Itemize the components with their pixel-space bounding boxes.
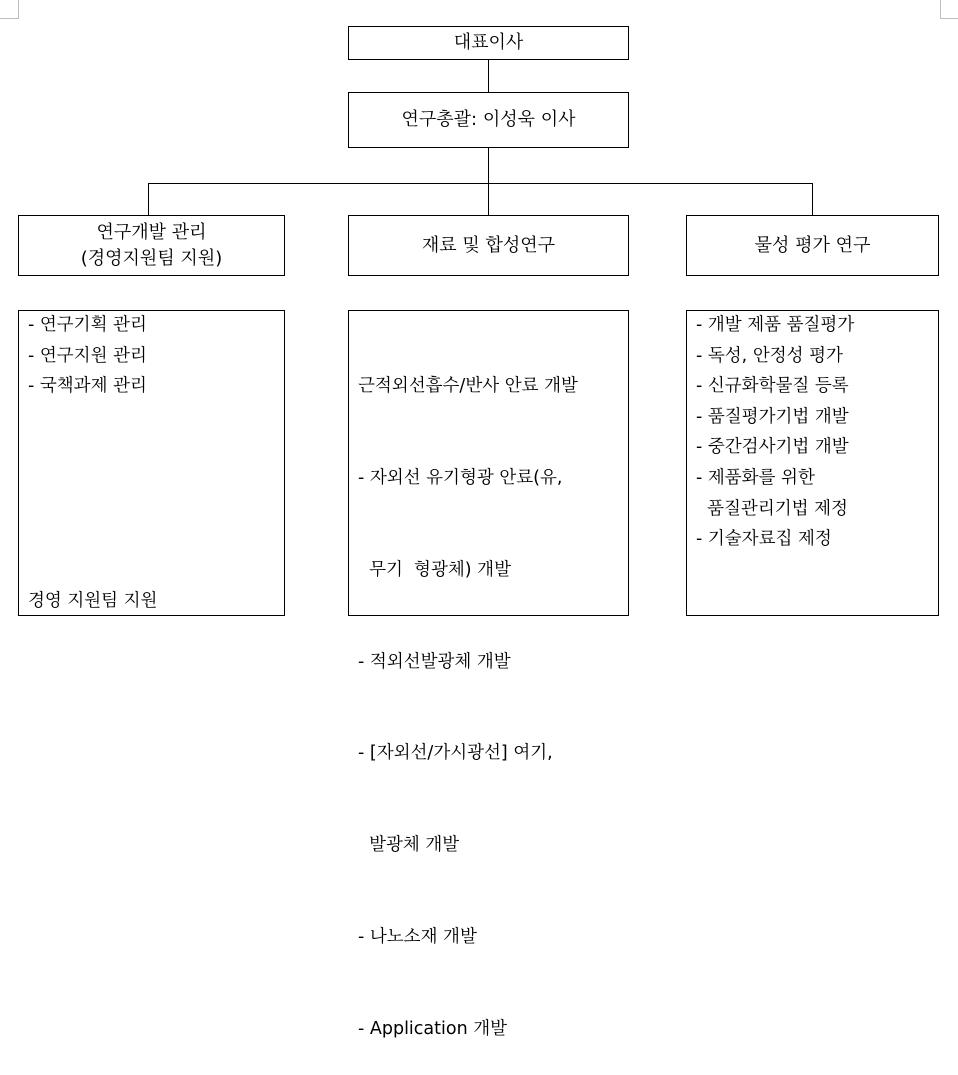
- list-item: - 국책과제 관리: [28, 376, 147, 397]
- connector-head-to-bus: [488, 147, 489, 183]
- list-item: - 제품화를 위한: [696, 467, 815, 488]
- connector-bus: [148, 183, 813, 184]
- list-item: - 연구지원 관리: [28, 345, 147, 366]
- ceo-box: [348, 26, 629, 60]
- list-item: - Application 개발: [358, 1018, 508, 1039]
- dept-box-property-evaluation: [686, 215, 939, 276]
- dept-label: 물성 평가 연구: [754, 234, 871, 256]
- list-item: 발광체 개발: [358, 835, 460, 856]
- list-item: - 기술자료집 제정: [696, 529, 832, 550]
- list-item: - 자외선 유기형광 안료(유,: [358, 467, 563, 488]
- ceo-label: 대표이사: [453, 32, 524, 53]
- connector-bus-to-left: [148, 183, 149, 215]
- list-item: - 연구기획 관리: [28, 315, 147, 335]
- dept-label-line1: 연구개발 관리: [96, 221, 207, 243]
- research-head-box: [348, 92, 629, 148]
- dept-box-material-synthesis: [348, 215, 629, 276]
- connector-ceo-to-head: [488, 59, 489, 92]
- list-item: - 중간검사기법 개발: [696, 437, 849, 458]
- research-head-label: 연구총괄: 이성욱 이사: [401, 109, 576, 130]
- dept-label: 재료 및 합성연구: [421, 234, 556, 256]
- list-item: - 신규화학물질 등록: [696, 376, 849, 397]
- connector-bus-to-middle: [488, 183, 489, 215]
- detail-middle-header: 근적외선흡수/반사 안료 개발: [358, 376, 578, 397]
- detail-list-right: [696, 310, 854, 555]
- list-item: - 나노소재 개발: [358, 926, 477, 947]
- list-item: - 품질평가기법 개발: [696, 406, 849, 427]
- list-item: 품질관리기법 제정: [696, 498, 848, 519]
- list-item: - 적외선발광체 개발: [358, 651, 511, 672]
- list-item: 무기 형광체) 개발: [358, 559, 511, 580]
- list-item: - 독성, 안정성 평가: [696, 345, 843, 366]
- list-item: - 개발 제품 품질평가: [696, 315, 855, 335]
- page-corner-mark-left: [0, 0, 19, 19]
- list-item: - [자외선/가시광선] 여기,: [358, 743, 553, 764]
- connector-bus-to-right: [812, 183, 813, 215]
- dept-box-rnd-management: [18, 215, 285, 276]
- page-corner-mark-right: [940, 0, 958, 19]
- dept-label-line2: (경영지원팀 지원): [80, 247, 223, 269]
- detail-list-middle: [358, 310, 578, 1075]
- detail-list-left: [28, 310, 147, 402]
- detail-left-footer: 경영 지원팀 지원: [28, 591, 158, 611]
